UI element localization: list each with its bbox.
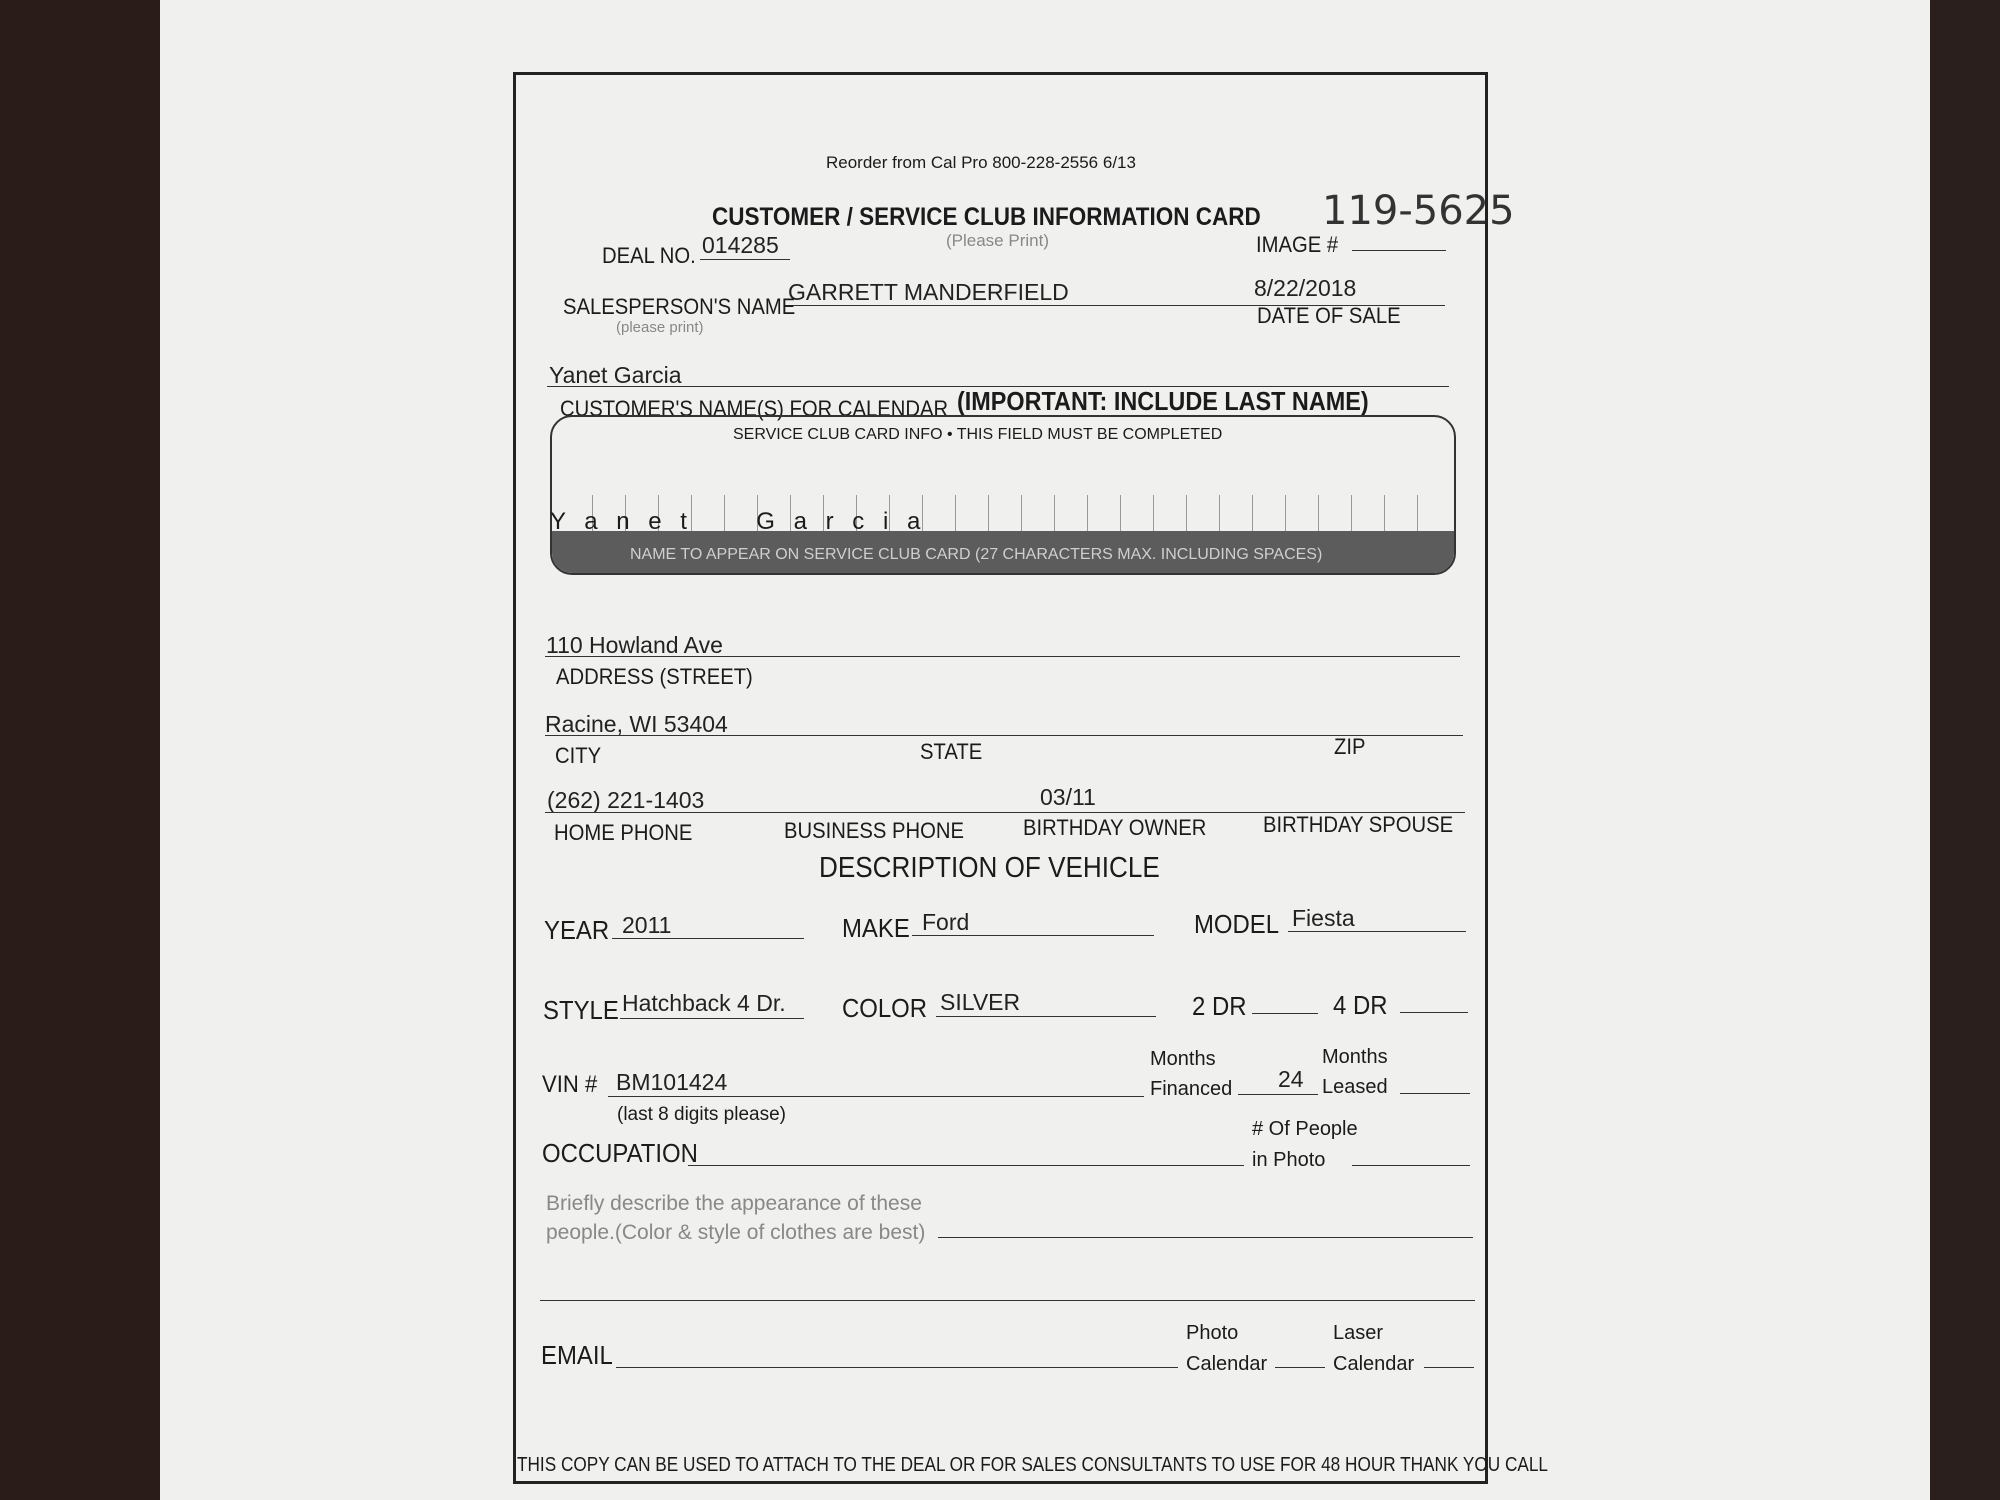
deal-label: DEAL NO.	[602, 243, 696, 268]
make-line	[912, 935, 1154, 936]
style-label: STYLE	[543, 995, 619, 1025]
color-label: COLOR	[842, 993, 928, 1023]
service-club-header: SERVICE CLUB CARD INFO • THIS FIELD MUST BE COMPLETED	[733, 426, 1223, 443]
image-number-handwritten: 119-5625	[1322, 188, 1515, 234]
email-line	[616, 1367, 1178, 1368]
email-label: EMAIL	[541, 1340, 613, 1370]
laser-calendar-label-1: Laser	[1333, 1322, 1384, 1344]
two-door-label: 2 DR	[1192, 991, 1247, 1021]
city-value: Racine, WI 53404	[545, 711, 728, 737]
service-club-band-text: NAME TO APPEAR ON SERVICE CLUB CARD (27 CHARACTERS MAX. INCLUDING SPACES)	[630, 546, 1323, 563]
deal-value: 014285	[702, 232, 779, 258]
months-leased-line	[1400, 1093, 1470, 1094]
state-label: STATE	[920, 739, 983, 764]
service-club-name-chars: Y a n e t G a r c i a	[550, 508, 927, 535]
date-of-sale-label: DATE OF SALE	[1257, 303, 1401, 328]
home-phone-value: (262) 221-1403	[547, 787, 705, 813]
describe-line	[938, 1237, 1473, 1238]
model-value: Fiesta	[1292, 905, 1355, 931]
year-label: YEAR	[544, 915, 610, 945]
laser-calendar-label-2: Calendar	[1333, 1353, 1415, 1375]
deal-line	[700, 259, 790, 260]
year-value: 2011	[622, 912, 672, 938]
months-financed-label-2: Financed	[1150, 1078, 1233, 1100]
model-label: MODEL	[1194, 909, 1280, 939]
two-door-line	[1252, 1013, 1318, 1014]
birthday-owner-label: BIRTHDAY OWNER	[1023, 815, 1207, 840]
image-number-label: IMAGE #	[1256, 232, 1339, 257]
vin-value: BM101424	[616, 1069, 728, 1095]
salesperson-sublabel: (please print)	[616, 319, 704, 336]
vin-note: (last 8 digits please)	[617, 1104, 786, 1125]
business-phone-label: BUSINESS PHONE	[784, 818, 964, 843]
four-door-line	[1400, 1012, 1468, 1013]
background-wall	[1930, 0, 2000, 1500]
vin-label: VIN #	[542, 1071, 598, 1098]
laser-calendar-line	[1424, 1367, 1474, 1368]
salesperson-value: GARRETT MANDERFIELD	[788, 279, 1069, 305]
birthday-owner-value: 03/11	[1040, 784, 1096, 810]
form-title: CUSTOMER / SERVICE CLUB INFORMATION CARD	[712, 203, 1261, 231]
people-label-1: # Of People	[1252, 1118, 1358, 1140]
months-financed-label-1: Months	[1150, 1048, 1216, 1070]
city-line	[545, 735, 1463, 736]
occupation-line	[688, 1165, 1244, 1166]
photo-calendar-label-1: Photo	[1186, 1322, 1239, 1344]
style-line	[620, 1018, 804, 1019]
vin-line	[608, 1096, 1144, 1097]
birthday-spouse-label: BIRTHDAY SPOUSE	[1263, 812, 1454, 837]
vehicle-section-title: DESCRIPTION OF VEHICLE	[819, 852, 1160, 884]
reorder-text: Reorder from Cal Pro 800-228-2556 6/13	[826, 153, 1136, 172]
describe-extra-line	[540, 1300, 1475, 1301]
make-value: Ford	[922, 909, 970, 935]
color-value: SILVER	[940, 989, 1021, 1015]
salesperson-label: SALESPERSON'S NAME	[563, 294, 796, 319]
make-label: MAKE	[842, 913, 910, 943]
customer-name-value: Yanet Garcia	[549, 362, 682, 388]
address-label: ADDRESS (STREET)	[556, 664, 753, 689]
people-label-2: in Photo	[1252, 1149, 1326, 1171]
footer-note: THIS COPY CAN BE USED TO ATTACH TO THE DEAL OR FOR SALES CONSULTANTS TO USE FOR 48 HOUR THANK YOU CALL	[517, 1454, 1548, 1476]
important-note: (IMPORTANT: INCLUDE LAST NAME)	[957, 386, 1369, 416]
occupation-label: OCCUPATION	[542, 1138, 698, 1168]
people-line	[1352, 1165, 1470, 1166]
customer-label: CUSTOMER'S NAME(S) FOR CALENDAR	[560, 396, 949, 421]
style-value: Hatchback 4 Dr.	[622, 990, 786, 1016]
photo-calendar-line	[1275, 1367, 1325, 1368]
please-print-note: (Please Print)	[946, 231, 1049, 250]
zip-label: ZIP	[1334, 734, 1366, 759]
date-of-sale-value: 8/22/2018	[1254, 275, 1357, 301]
months-financed-value: 24	[1278, 1066, 1304, 1092]
months-financed-line	[1238, 1094, 1318, 1095]
months-leased-label-1: Months	[1322, 1046, 1388, 1068]
address-line	[545, 656, 1460, 657]
months-leased-label-2: Leased	[1322, 1076, 1388, 1098]
color-line	[936, 1016, 1156, 1017]
model-line	[1288, 931, 1466, 932]
four-door-label: 4 DR	[1333, 990, 1388, 1020]
describe-line-2: people.(Color & style of clothes are best)	[546, 1221, 926, 1244]
city-label: CITY	[555, 743, 602, 768]
home-phone-label: HOME PHONE	[554, 820, 693, 845]
photo-calendar-label-2: Calendar	[1186, 1353, 1268, 1375]
image-number-line	[1352, 250, 1446, 251]
year-line	[612, 938, 804, 939]
describe-line-1: Briefly describe the appearance of these	[546, 1192, 922, 1215]
address-value: 110 Howland Ave	[546, 632, 723, 658]
